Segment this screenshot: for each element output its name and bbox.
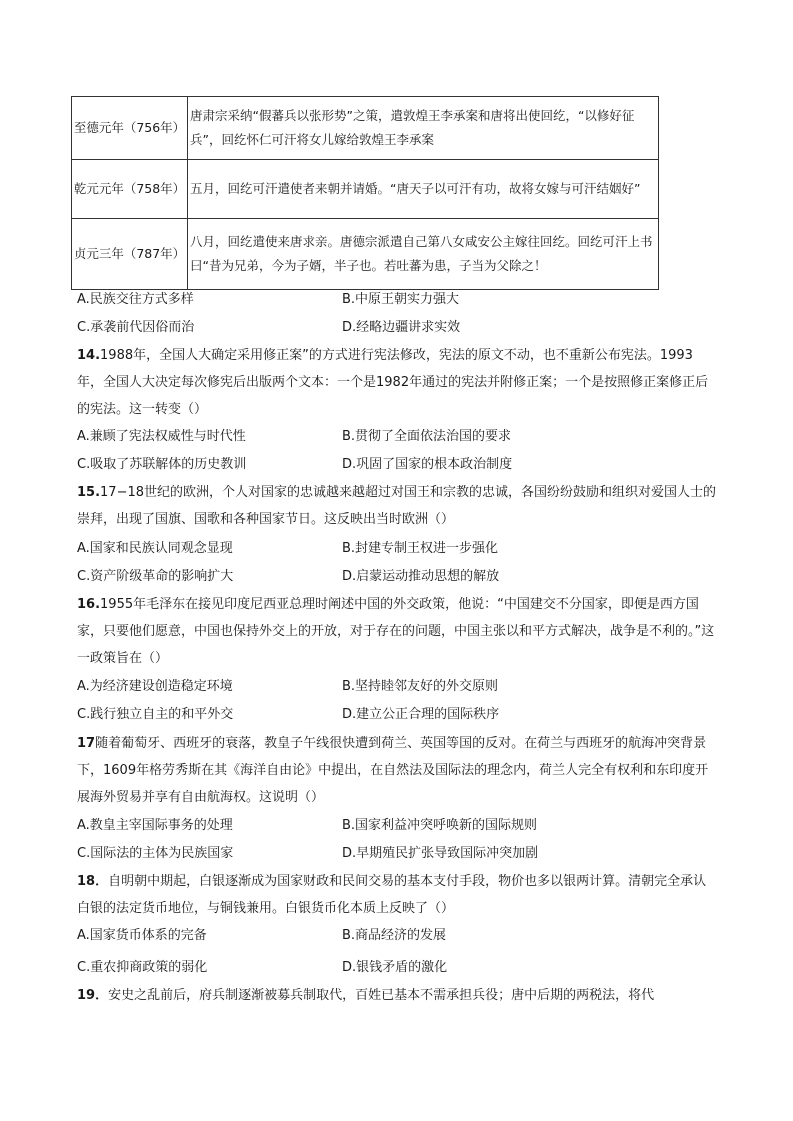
question-number: 17 xyxy=(77,736,96,751)
question-number: 16. xyxy=(77,597,101,612)
option-b: B.中原王朝实力强大 xyxy=(342,292,460,307)
option-a: A.兼顾了宪法权威性与时代性 xyxy=(77,429,246,444)
table-row xyxy=(72,97,659,160)
option-d: D.建立公正合理的国际秩序 xyxy=(342,707,500,722)
question-number: 15. xyxy=(77,485,101,500)
option-b: B.封建专制王权进一步强化 xyxy=(342,541,499,556)
table-row xyxy=(72,219,659,290)
option-c: C.吸取了苏联解体的历史教训 xyxy=(77,457,247,472)
table-cell-year: 至德元年（756年） xyxy=(72,97,188,160)
option-d: D.巩固了国家的根本政治制度 xyxy=(342,457,513,472)
table-cell-year: 贞元三年（787年） xyxy=(72,219,188,290)
option-c: C.重农抑商政策的弱化 xyxy=(77,960,208,975)
question-19-stem: 19．安史之乱前后，府兵制逐渐被募兵制取代，百姓已基本不需承担兵役；唐中后期的两税法，将代 xyxy=(77,988,655,1003)
option-c: C.国际法的主体为民族国家 xyxy=(77,846,234,861)
option-d: D.启蒙运动推动思想的解放 xyxy=(342,569,500,584)
option-c: C.承袭前代因俗而治 xyxy=(77,320,195,335)
question-number: 18． xyxy=(77,874,109,889)
question-15-stem: 15.17−18世纪的欧洲，个人对国家的忠诚越来越超过对国王和宗教的忠诚，各国纷纷鼓励和组织对爱国人士的崇拜，出现了国旗、国歌和各种国家节日。这反映出当时欧洲（） xyxy=(77,485,717,527)
history-events-table xyxy=(71,96,659,290)
option-b: B.商品经济的发展 xyxy=(342,928,447,943)
option-a: A.国家和民族认同观念显现 xyxy=(77,541,233,556)
option-a: A.国家货币体系的完备 xyxy=(77,928,207,943)
question-14-stem: 14.1988年，全国人大确定采用修正案”的方式进行宪法修改，宪法的原文不动，也不重新公布宪法。1993年，全国人大决定每次修宪后出版两个文本：一个是1982年通过的宪法并附修正案；一个是按照修正案修正后的宪法。这一转变（） xyxy=(77,348,709,417)
option-a: A.民族交往方式多样 xyxy=(77,292,194,307)
option-d: D.经略边疆讲求实效 xyxy=(342,320,461,335)
question-17-stem: 17随着葡萄牙、西班牙的衰落，教皇子午线很快遭到荷兰、英国等国的反对。在荷兰与西班牙的航海冲突背景下，1609年格劳秀斯在其《海洋自由论》中提出，在自然法及国际法的理念内，荷兰人完全有权利和东印度开展海外贸易并享有自由航海权。这说明（） xyxy=(77,736,709,805)
option-b: B.国家利益冲突呼唤新的国际规则 xyxy=(342,818,538,833)
option-a: A.为经济建设创造稳定环境 xyxy=(77,679,233,694)
option-c: C.资产阶级革命的影响扩大 xyxy=(77,569,234,584)
question-16-stem: 16.1955年毛泽东在接见印度尼西亚总理时阐述中国的外交政策，他说：“中国建交不分国家，即便是西方国家，只要他们愿意，中国也保持外交上的开放，对于存在的问题，中国主张以和平方式解决，战争是不利的。”这一政策旨在（） xyxy=(77,597,715,666)
table-cell-description: 八月，回纥遣使来唐求亲。唐德宗派遣自己第八女咸安公主嫁往回纥。回纥可汗上书曰“昔为兄弟，今为子婿，半子也。若吐蕃为患，子当为父除之！ xyxy=(188,219,659,290)
table-row xyxy=(72,160,659,219)
question-number: 14. xyxy=(77,348,101,363)
option-b: B.贯彻了全面依法治国的要求 xyxy=(342,429,512,444)
table-cell-year: 乾元元年（758年） xyxy=(72,160,188,219)
option-c: C.践行独立自主的和平外交 xyxy=(77,707,234,722)
question-18-stem: 18．自明朝中期起，白银逐渐成为国家财政和民间交易的基本支付手段，物价也多以银两计算。清朝完全承认白银的法定货币地位，与铜钱兼用。白银货币化本质上反映了（） xyxy=(77,874,707,916)
option-b: B.坚持睦邻友好的外交原则 xyxy=(342,679,499,694)
table-cell-description: 唐肃宗采纳“假蕃兵以张形势”之策，遣敦煌王李承案和唐将出使回纥，“以修好征兵”，回纥怀仁可汗将女儿嫁给敦煌王李承案 xyxy=(188,97,659,160)
option-a: A.教皇主宰国际事务的处理 xyxy=(77,818,233,833)
option-d: D.早期殖民扩张导致国际冲突加剧 xyxy=(342,846,539,861)
question-number: 19． xyxy=(77,988,109,1003)
table-cell-description: 五月，回纥可汗遣使者来朝并请婚。“唐天子以可汗有功，故将女嫁与可汗结姻好” xyxy=(188,160,659,219)
option-d: D.银钱矛盾的激化 xyxy=(342,960,448,975)
